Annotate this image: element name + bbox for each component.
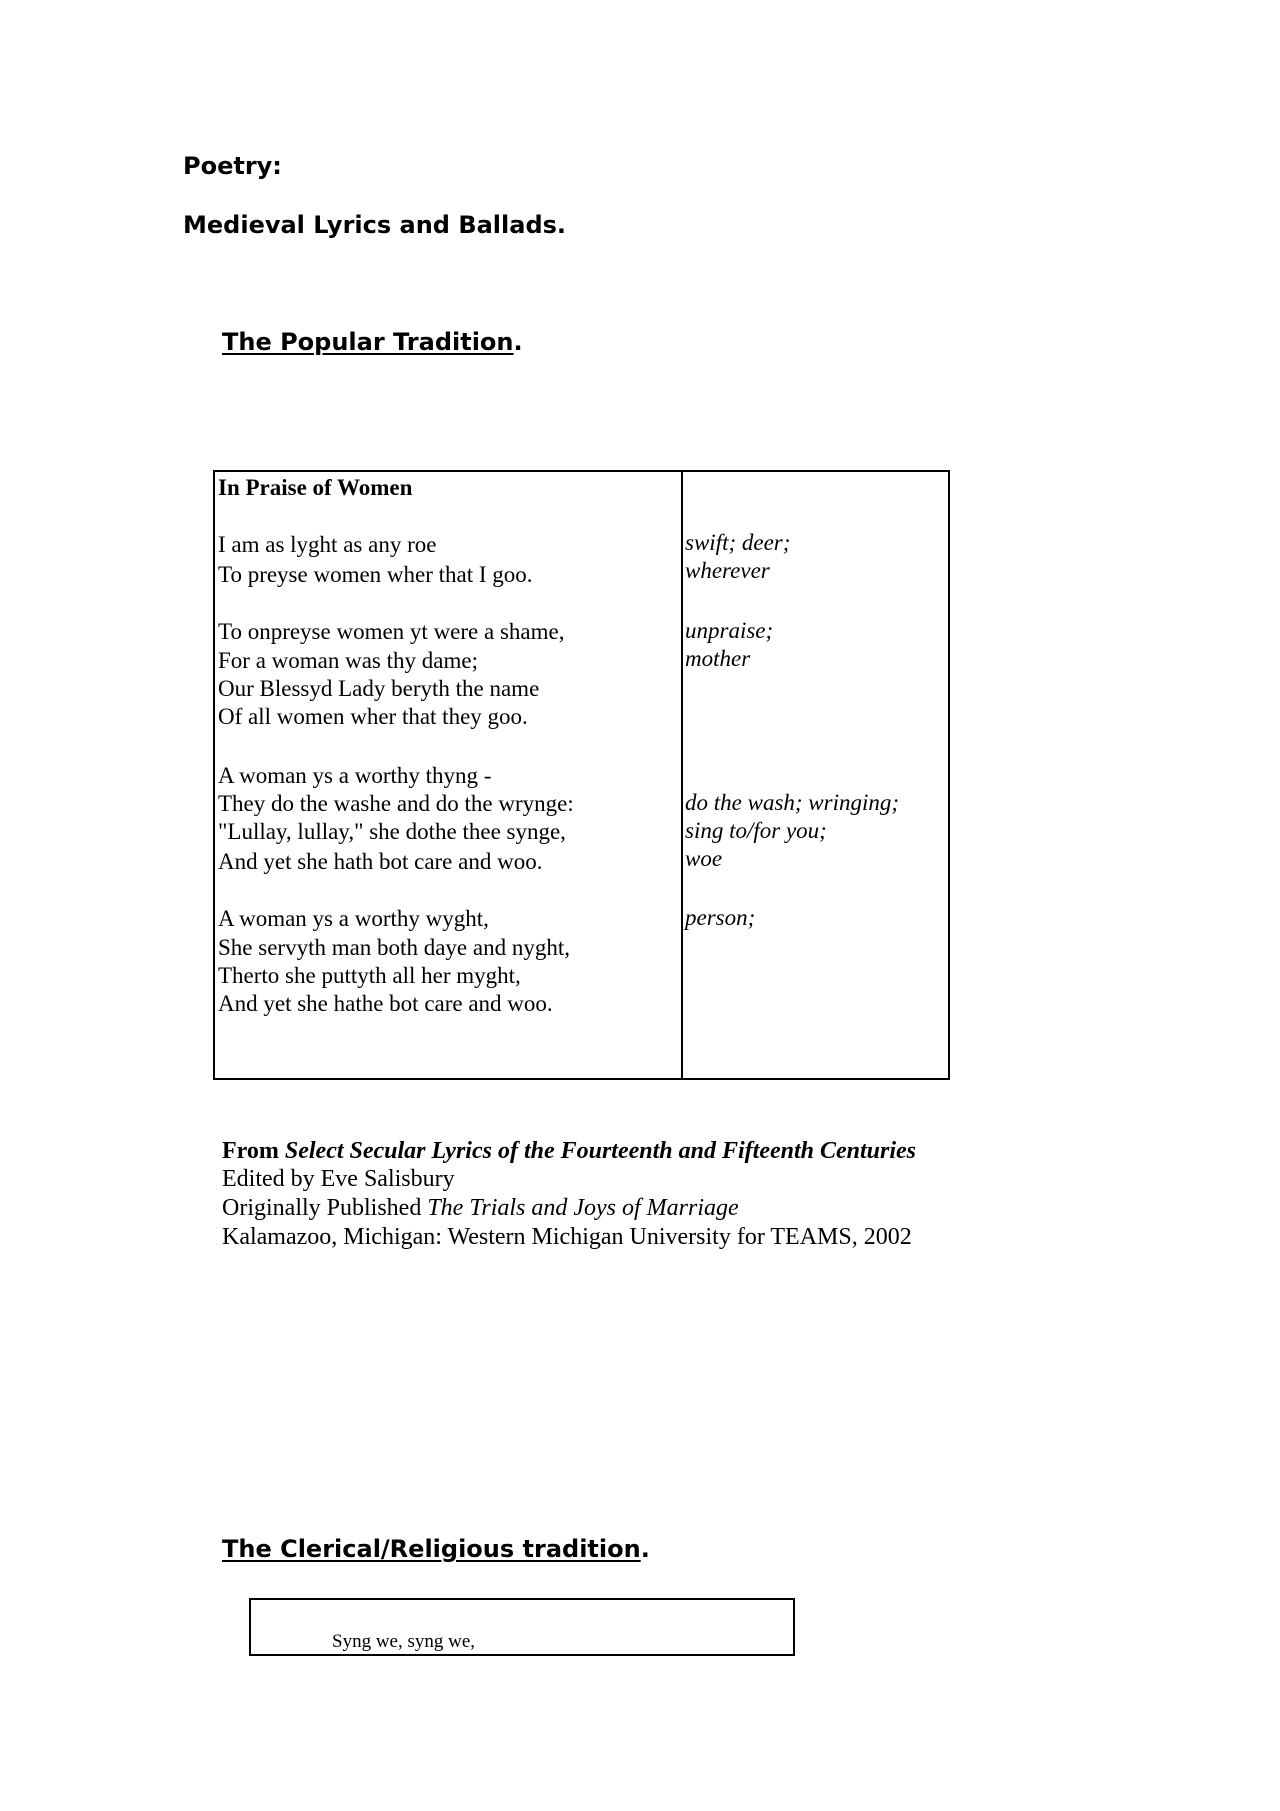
source-editor-line: Edited by Eve Salisbury: [222, 1166, 455, 1192]
source-publisher-line: Kalamazoo, Michigan: Western Michigan University for TEAMS, 2002: [222, 1224, 912, 1250]
poem-line: Of all women wher that they goo.: [218, 704, 528, 729]
poem-line: A woman ys a worthy thyng -: [218, 763, 492, 788]
poem-line: "Lullay, lullay," she dothe thee synge,: [218, 819, 566, 844]
gloss-note: mother: [685, 646, 751, 671]
gloss-note: woe: [685, 846, 723, 871]
section-title-clerical-period: .: [640, 1535, 650, 1563]
poem-table: [213, 470, 950, 1080]
second-poem-line: Syng we, syng we,: [332, 1631, 476, 1652]
section-title-clerical-tradition: [222, 1535, 650, 1563]
section-title-clerical-text: The Clerical/Religious tradition: [222, 1535, 641, 1563]
gloss-note: sing to/for you;: [685, 818, 827, 843]
second-poem-box: [249, 1598, 795, 1656]
gloss-note: unpraise;: [685, 618, 774, 643]
heading-poetry: Poetry:: [183, 152, 282, 180]
gloss-note: do the wash; wringing;: [685, 790, 900, 815]
poem-table-divider: [681, 472, 683, 1078]
poem-line: Our Blessyd Lady beryth the name: [218, 676, 540, 701]
poem-line: For a woman was thy dame;: [218, 648, 478, 673]
source-original-title: The Trials and Joys of Marriage: [427, 1195, 739, 1221]
poem-title: In Praise of Women: [218, 475, 413, 500]
section-title-popular-period: .: [513, 328, 523, 356]
source-original-line: [222, 1194, 739, 1222]
section-title-popular-tradition: [222, 328, 523, 356]
poem-line: A woman ys a worthy wyght,: [218, 906, 489, 931]
poem-line: And yet she hath bot care and woo.: [218, 849, 543, 874]
gloss-note: swift; deer;: [685, 530, 791, 555]
poem-line: Therto she puttyth all her myght,: [218, 963, 521, 988]
poem-line: She servyth man both daye and nyght,: [218, 935, 570, 960]
source-from-title: Select Secular Lyrics of the Fourteenth and Fifteenth Centuries: [284, 1138, 917, 1164]
poem-line: To preyse women wher that I goo.: [218, 562, 533, 587]
source-from-label: From: [222, 1138, 279, 1164]
poem-line: They do the washe and do the wrynge:: [218, 791, 574, 816]
source-original-label: Originally Published: [222, 1195, 422, 1221]
poem-line: I am as lyght as any roe: [218, 532, 437, 557]
section-title-popular-text: The Popular Tradition: [222, 328, 514, 356]
poem-line: To onpreyse women yt were a shame,: [218, 619, 565, 644]
poem-line: And yet she hathe bot care and woo.: [218, 991, 553, 1016]
heading-medieval-lyrics: Medieval Lyrics and Ballads.: [183, 211, 567, 239]
gloss-note: person;: [685, 905, 756, 930]
source-from-line: [222, 1137, 916, 1165]
gloss-note: wherever: [685, 558, 770, 583]
